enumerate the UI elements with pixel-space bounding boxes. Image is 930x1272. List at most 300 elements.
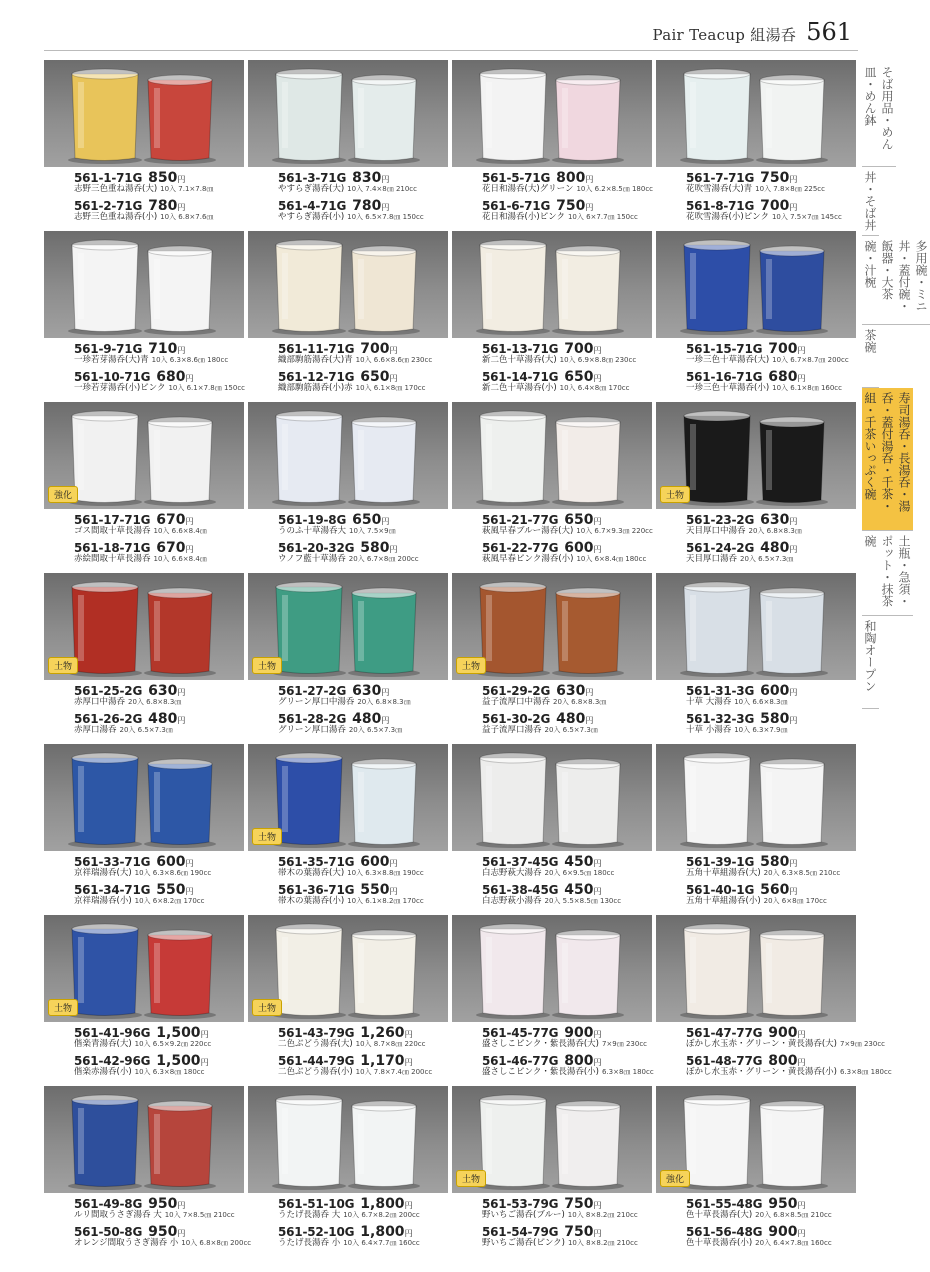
product-caption (482, 854, 652, 910)
currency-unit: 円 (585, 716, 594, 725)
product-name-line (74, 383, 244, 394)
category-tab[interactable]: 丼・そば丼 (862, 167, 879, 236)
currency-unit: 円 (797, 346, 806, 355)
teacup-small (348, 930, 420, 1019)
product-name-line (74, 1039, 244, 1050)
product-code-line (74, 683, 244, 697)
product-price: 670 (156, 540, 186, 556)
product-name: 京祥瑞湯呑(小) (74, 896, 132, 906)
product-name-line (278, 1039, 448, 1050)
product-price: 680 (156, 369, 186, 385)
product-photo (656, 60, 856, 167)
product-spec: 10入 6.6×8.4㎝ (153, 527, 207, 535)
product-code-line (482, 369, 652, 383)
material-tag: 強化 (660, 1170, 690, 1187)
product-name-line (278, 526, 448, 537)
product-caption (686, 854, 856, 910)
product-spec: 20入 6.7×8㎝ 200cc (348, 555, 419, 563)
teacup-small (144, 75, 216, 164)
product-name: 織部駒筋湯呑(大)青 (278, 355, 353, 365)
material-tag: 土物 (660, 486, 690, 503)
teacup-small (348, 75, 420, 164)
product-code: 561-21-77G (482, 513, 559, 527)
currency-unit: 円 (789, 716, 798, 725)
product-code-line (278, 540, 448, 554)
product-row (44, 231, 858, 402)
teacup-small (348, 759, 420, 848)
product-cell (44, 1086, 252, 1257)
product-price: 700 (360, 341, 390, 357)
product-name: 白志野萩小湯呑 (482, 896, 542, 906)
product-name: 一珍若芽湯呑(小)ピンク (74, 383, 166, 393)
product-code-line (74, 341, 244, 355)
product-spec: 10入 6.5×7.8㎝ 150cc (347, 213, 424, 221)
product-name: 偕楽赤湯呑(小) (74, 1067, 132, 1077)
product-caption (74, 854, 244, 910)
product-price: 550 (156, 882, 186, 898)
product-caption (686, 512, 856, 568)
product-code-line (482, 854, 652, 868)
product-price: 780 (148, 198, 178, 214)
product-code: 561-56-48G (686, 1225, 763, 1239)
product-cell (452, 60, 652, 231)
teacup-large (272, 753, 346, 848)
product-caption (74, 341, 244, 397)
currency-unit: 円 (177, 203, 186, 212)
currency-unit: 円 (389, 374, 398, 383)
product-caption (74, 1025, 244, 1081)
product-code: 561-40-1G (686, 883, 755, 897)
product-spec: 10入 6.4×7.7㎝ 160cc (343, 1239, 420, 1247)
product-price: 650 (564, 369, 594, 385)
product-code: 561-10-71G (74, 370, 151, 384)
product-name-line (278, 383, 448, 394)
teacup-small (348, 417, 420, 506)
category-tab[interactable]: 和陶オープン (862, 616, 879, 709)
category-tab[interactable]: 寿司湯呑・長湯呑・湯呑・蓋付湯呑・千茶・組・千茶いっぷく碗 (862, 388, 913, 531)
teacup-large (680, 1095, 754, 1190)
currency-unit: 円 (593, 545, 602, 554)
product-name-line (686, 868, 856, 879)
product-row (44, 60, 858, 231)
product-name-line (74, 526, 244, 537)
product-spec: 10入 6.1×8㎝ 170cc (355, 384, 426, 392)
product-name-line (686, 355, 856, 366)
currency-unit: 円 (404, 1201, 413, 1210)
product-name-line (686, 697, 856, 708)
product-code-line (74, 882, 244, 896)
product-price: 1,500 (156, 1025, 201, 1041)
product-spec: 10入 7.4×8㎝ 210cc (347, 185, 418, 193)
product-cell (44, 231, 244, 402)
product-code-line (74, 369, 244, 383)
teacup-small (552, 588, 624, 677)
product-code-line (278, 854, 448, 868)
product-code: 561-41-96G (74, 1026, 151, 1040)
product-name: ぼかし水玉赤・グリーン・黄長湯呑(大) (686, 1039, 837, 1049)
product-name: 二色ぶどう湯呑(小) (278, 1067, 353, 1077)
product-name-line (74, 1210, 244, 1221)
product-spec: 20入 6.8×8.3㎝ (553, 698, 607, 706)
product-name: うのふ十草湯呑大 (278, 526, 347, 536)
product-cell (452, 915, 652, 1086)
teacup-small (756, 588, 828, 677)
product-price: 550 (360, 882, 390, 898)
product-name-line (74, 554, 244, 565)
product-cell (44, 573, 244, 744)
product-price: 750 (564, 1224, 594, 1240)
teacup-large (680, 69, 754, 164)
product-price: 900 (564, 1025, 594, 1041)
product-price: 600 (156, 854, 186, 870)
product-name: 天目厚口湯呑 (686, 554, 738, 564)
product-code: 561-39-1G (686, 855, 755, 869)
product-code-line (686, 1224, 856, 1238)
product-photo (656, 402, 856, 509)
product-name-line (686, 1238, 856, 1249)
product-name: うたげ長湯呑 小 (278, 1238, 341, 1248)
product-spec: 10入 6.1×7.8㎝ 150cc (168, 384, 246, 392)
product-photo (44, 1086, 244, 1193)
product-code-line (686, 711, 856, 725)
teacup-large (476, 69, 550, 164)
currency-unit: 円 (797, 1030, 806, 1039)
product-name-line (278, 1067, 448, 1078)
category-tab[interactable]: 多用碗・ミニ丼・蓋付碗・飯器・大茶碗・汁椀 (862, 236, 930, 325)
product-code: 561-45-77G (482, 1026, 559, 1040)
product-price: 710 (148, 341, 178, 357)
product-name: 盛さしこピンク・紫長湯呑(小) (482, 1067, 599, 1077)
product-spec: 10入 7.8×8㎝ 225cc (755, 185, 826, 193)
currency-unit: 円 (789, 545, 798, 554)
currency-unit: 円 (797, 374, 806, 383)
product-code-line (74, 1025, 244, 1039)
product-name-line (74, 697, 244, 708)
currency-unit: 円 (185, 545, 194, 554)
product-code-line (482, 882, 652, 896)
product-name-line (278, 896, 448, 907)
product-code: 561-24-2G (686, 541, 755, 555)
teacup-large (680, 411, 754, 506)
product-photo (452, 60, 652, 167)
product-price: 480 (352, 711, 382, 727)
product-spec: 10入 7.5×9㎝ (349, 527, 396, 535)
product-name: ぼかし水玉赤・グリーン・黄長湯呑(小) (686, 1067, 837, 1077)
product-caption (482, 170, 652, 226)
product-price: 950 (148, 1224, 178, 1240)
product-code: 561-38-45G (482, 883, 559, 897)
product-name: 益子流厚口中湯呑 (482, 697, 551, 707)
product-code: 561-32-3G (686, 712, 755, 726)
product-name-line (482, 184, 652, 195)
product-name: やすらぎ湯呑(大) (278, 184, 345, 194)
product-price: 600 (760, 683, 790, 699)
product-caption (278, 341, 448, 397)
product-cell (656, 1086, 856, 1257)
product-cell (656, 60, 856, 231)
product-photo (44, 573, 244, 680)
product-price: 560 (760, 882, 790, 898)
product-photo (452, 231, 652, 338)
product-price: 480 (760, 540, 790, 556)
teacup-small (552, 246, 624, 335)
product-code: 561-19-8G (278, 513, 347, 527)
teacup-small (756, 1101, 828, 1190)
product-name: 花吹雪湯呑(小)ピンク (686, 212, 769, 222)
page-title: Pair Teacup 組湯呑 (652, 26, 797, 44)
teacup-large (476, 1095, 550, 1190)
currency-unit: 円 (789, 887, 798, 896)
product-code-line (686, 1053, 856, 1067)
product-spec: 20入 6.4×7.8㎝ 160cc (755, 1239, 832, 1247)
product-spec: 10入 8.7×8㎝ 220cc (355, 1040, 426, 1048)
product-code-line (482, 1053, 652, 1067)
product-spec: 10入 6×7.7㎝ 150cc (567, 213, 638, 221)
product-code-line (278, 882, 448, 896)
currency-unit: 円 (789, 203, 798, 212)
product-code-line (686, 1196, 856, 1210)
product-code-line (686, 1025, 856, 1039)
product-code: 561-14-71G (482, 370, 559, 384)
teacup-small (348, 246, 420, 335)
product-name-line (482, 1067, 652, 1078)
product-name: 一珍三色十草湯呑(小) (686, 383, 770, 393)
teacup-large (68, 924, 142, 1019)
currency-unit: 円 (381, 517, 390, 526)
product-name: 京祥瑞湯呑(大) (74, 868, 132, 878)
product-code: 561-8-71G (686, 199, 755, 213)
currency-unit: 円 (593, 1229, 602, 1238)
product-code-line (74, 540, 244, 554)
product-name: ルリ間取うさぎ湯呑 大 (74, 1210, 162, 1220)
product-photo (44, 915, 244, 1022)
currency-unit: 円 (389, 887, 398, 896)
teacup-small (552, 75, 624, 164)
product-code: 561-22-77G (482, 541, 559, 555)
product-code: 561-11-71G (278, 342, 355, 356)
currency-unit: 円 (593, 1030, 602, 1039)
product-code: 561-46-77G (482, 1054, 559, 1068)
product-caption (686, 341, 856, 397)
product-code: 561-54-79G (482, 1225, 559, 1239)
product-code: 561-7-71G (686, 171, 755, 185)
product-name: 赤絵間取十草長湯呑 (74, 554, 151, 564)
currency-unit: 円 (593, 517, 602, 526)
product-code: 561-53-79G (482, 1197, 559, 1211)
product-price: 1,500 (156, 1053, 201, 1069)
product-code: 561-13-71G (482, 342, 559, 356)
product-price: 830 (352, 170, 382, 186)
currency-unit: 円 (389, 545, 398, 554)
product-code: 561-9-71G (74, 342, 143, 356)
product-code-line (278, 341, 448, 355)
product-price: 780 (352, 198, 382, 214)
product-name-line (74, 896, 244, 907)
product-code: 561-28-2G (278, 712, 347, 726)
product-photo (248, 573, 448, 680)
product-spec: 10入 6×8.4㎝ 180cc (576, 555, 647, 563)
product-code-line (278, 1196, 448, 1210)
product-spec: 10入 6.7×8.7㎝ 200cc (772, 356, 849, 364)
product-name: 帯木の葉湯呑(大) (278, 868, 345, 878)
product-photo (656, 744, 856, 851)
product-spec: 10入 6.6×8.3㎝ (734, 698, 788, 706)
currency-unit: 円 (177, 1229, 186, 1238)
teacup-large (680, 240, 754, 335)
currency-unit: 円 (177, 346, 186, 355)
product-name-line (686, 212, 856, 223)
product-spec: 20入 6.5×7.3㎝ (740, 555, 794, 563)
product-price: 700 (564, 341, 594, 357)
product-code: 561-43-79G (278, 1026, 355, 1040)
teacup-small (144, 246, 216, 335)
product-code: 561-44-79G (278, 1054, 355, 1068)
teacup-large (680, 924, 754, 1019)
product-code: 561-6-71G (482, 199, 551, 213)
product-name: うたげ長湯呑 大 (278, 1210, 341, 1220)
product-code-line (74, 198, 244, 212)
teacup-large (68, 69, 142, 164)
product-name: 花日和湯呑(小)ピンク (482, 212, 565, 222)
product-name-line (482, 383, 652, 394)
product-spec: 10入 7.8×7.4㎝ 200cc (355, 1068, 433, 1076)
currency-unit: 円 (585, 688, 594, 697)
product-cell (248, 1086, 448, 1257)
product-caption (278, 170, 448, 226)
product-name: 赤厚口中湯呑 (74, 697, 126, 707)
product-code: 561-26-2G (74, 712, 143, 726)
product-photo (452, 402, 652, 509)
teacup-small (552, 1101, 624, 1190)
product-cell (656, 744, 856, 915)
teacup-small (552, 759, 624, 848)
product-name-line (686, 526, 856, 537)
product-spec: 10入 6.3×8.8㎝ 190cc (347, 869, 424, 877)
product-name: 二色ぶどう湯呑(大) (278, 1039, 353, 1049)
product-photo (656, 573, 856, 680)
product-name-line (278, 355, 448, 366)
product-cell (656, 231, 856, 402)
product-code-line (74, 1224, 244, 1238)
product-name-line (278, 554, 448, 565)
currency-unit: 円 (404, 1058, 413, 1067)
currency-unit: 円 (177, 688, 186, 697)
product-cell (452, 1086, 652, 1257)
currency-unit: 円 (593, 1058, 602, 1067)
product-spec: 20入 6.8×8.5㎝ 210cc (755, 1211, 832, 1219)
category-tab[interactable]: 茶碗 (862, 325, 879, 388)
teacup-small (144, 930, 216, 1019)
currency-unit: 円 (585, 175, 594, 184)
product-code: 561-55-48G (686, 1197, 763, 1211)
product-price: 750 (760, 170, 790, 186)
product-code: 561-3-71G (278, 171, 347, 185)
teacup-small (144, 759, 216, 848)
teacup-small (756, 246, 828, 335)
product-spec: 20入 6.5×7.3㎝ (544, 726, 598, 734)
product-name-line (278, 212, 448, 223)
product-name: 五角十草組湯呑(大) (686, 868, 761, 878)
product-name: オレンジ間取うさぎ湯呑 小 (74, 1238, 179, 1248)
product-code: 561-20-32G (278, 541, 355, 555)
product-name-line (686, 184, 856, 195)
product-caption (278, 1025, 448, 1081)
product-price: 480 (556, 711, 586, 727)
product-code: 561-29-2G (482, 684, 551, 698)
category-tab[interactable]: 土瓶・急須・ポット・抹茶碗 (862, 531, 913, 616)
product-cell (44, 60, 244, 231)
product-caption (482, 512, 652, 568)
product-code-line (482, 512, 652, 526)
product-name-line (278, 697, 448, 708)
product-price: 580 (360, 540, 390, 556)
product-row (44, 402, 858, 573)
product-code: 561-23-2G (686, 513, 755, 527)
currency-unit: 円 (381, 716, 390, 725)
product-spec: 20入 6.8×8.3㎝ (128, 698, 182, 706)
product-caption (278, 1196, 448, 1252)
product-price: 900 (768, 1224, 798, 1240)
product-price: 650 (360, 369, 390, 385)
product-code: 561-52-10G (278, 1225, 355, 1239)
product-name-line (482, 212, 652, 223)
product-code-line (482, 711, 652, 725)
product-spec: 20入 6×9.5㎝ 180cc (544, 869, 615, 877)
product-spec: 10入 6.6×8.4㎝ (153, 555, 207, 563)
product-name-line (482, 697, 652, 708)
product-cell (248, 60, 448, 231)
product-price: 800 (768, 1053, 798, 1069)
product-price: 1,800 (360, 1196, 405, 1212)
product-code-line (482, 341, 652, 355)
product-cell (248, 915, 448, 1086)
product-cell (248, 231, 448, 402)
product-name-line (686, 725, 856, 736)
product-code: 561-47-77G (686, 1026, 763, 1040)
product-code: 561-4-71G (278, 199, 347, 213)
category-tab[interactable]: そば用品・めん皿・めん鉢 (862, 62, 896, 167)
product-code-line (74, 512, 244, 526)
product-caption (278, 854, 448, 910)
product-code: 561-50-8G (74, 1225, 143, 1239)
product-code: 561-30-2G (482, 712, 551, 726)
product-name-line (278, 868, 448, 879)
product-price: 650 (564, 512, 594, 528)
product-photo (452, 744, 652, 851)
product-price: 630 (760, 512, 790, 528)
product-code-line (74, 854, 244, 868)
product-spec: 20入 6.8×8.3㎝ (748, 527, 802, 535)
product-photo (248, 915, 448, 1022)
product-price: 580 (760, 711, 790, 727)
currency-unit: 円 (789, 175, 798, 184)
product-price: 750 (564, 1196, 594, 1212)
product-code-line (686, 683, 856, 697)
product-price: 700 (760, 198, 790, 214)
product-name: 白志野萩大湯呑 (482, 868, 542, 878)
product-photo (452, 1086, 652, 1193)
product-name: 赤厚口湯呑 (74, 725, 117, 735)
product-spec: 20入 6.5×7.3㎝ (348, 726, 403, 734)
product-code: 561-36-71G (278, 883, 355, 897)
product-code: 561-17-71G (74, 513, 151, 527)
currency-unit: 円 (200, 1030, 209, 1039)
product-cell (452, 402, 652, 573)
product-code: 561-33-71G (74, 855, 151, 869)
product-code-line (278, 198, 448, 212)
product-cell (656, 573, 856, 744)
product-code-line (686, 882, 856, 896)
